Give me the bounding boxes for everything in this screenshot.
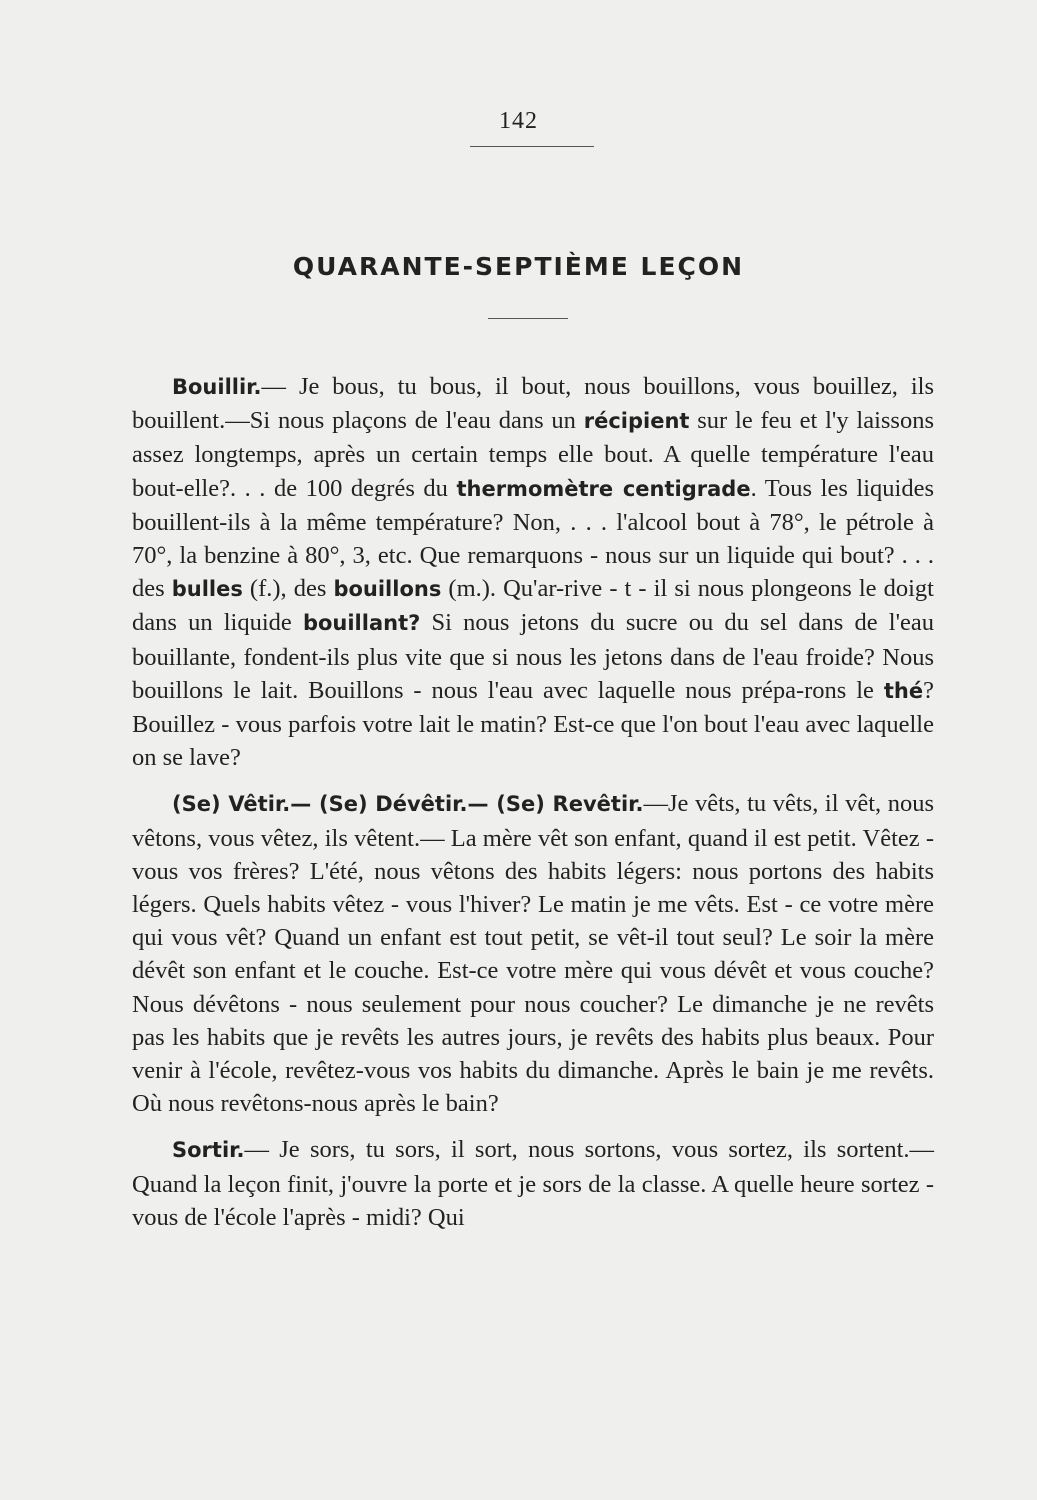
paragraph-sortir <box>132 1133 934 1234</box>
text-run: (f.), des <box>242 575 334 603</box>
text-run: . Tous les liquides bouillent-ils à la même température? Non, . . . l'alcool bout à 78°, le pétrole à 70°, la benzine à 80°, 3, etc. Que remarquons - nous sur un liquide qui bout? . . . des <box>132 474 934 603</box>
page-number: 142 <box>499 108 538 134</box>
vocabulary-term: récipient <box>583 409 690 434</box>
vocabulary-term: bulles <box>171 577 243 602</box>
title-rule <box>488 318 568 319</box>
text-run: Si nous jetons du sucre ou du sel dans de l'eau bouillante, fondent-ils plus vite que si nous les jetons dans de l'eau froide? Nous bouillons le lait. Bouillons - nous l'eau avec laquelle nous prépa-rons le <box>132 609 934 704</box>
text-run: sur le feu et l'y laissons assez longtemps, après un certain temps elle bout. A quelle température l'eau bout-elle?. . . de 100 degrés du <box>132 407 934 502</box>
text-run: — Je bous, tu bous, il bout, nous bouillons, vous bouillez, ils bouillent.—Si nous plaçons de l'eau dans un <box>132 373 934 435</box>
vocabulary-term: Sortir. <box>172 1138 245 1163</box>
text-run: —Je vêts, tu vêts, il vêt, nous vêtons, vous vêtez, ils vêtent.— La mère vêt son enfant, quand il est petit. Vêtez - vous vos frères? L'été, nous vêtons des habits légers: nous portons des habits légers. Quels habits vêtez - vous l'hiver? Le matin je me vêts. Est - ce votre mère qui vous vêt? Quand un enfant est tout petit, se vêt-il tout seul? Le soir la mère dévêt son enfant et le couche. Est-ce votre mère qui vous dévêt et vous couche? Nous dévêtons - nous seulement pour nous coucher? Le dimanche je ne revêts pas les habits que je revêts les autres jours, je revêts des habits plus beaux. Pour venir à l'école, revêtez-vous vos habits du dimanche. Après le bain je me revêts. Où nous revêtons-nous après le bain? <box>132 790 934 1118</box>
top-rule <box>470 146 594 147</box>
vocabulary-term: bouillons <box>333 577 442 602</box>
vocabulary-term: thé <box>883 678 924 703</box>
vocabulary-term: Bouillir. <box>172 375 262 399</box>
vocabulary-term: bouillant? <box>302 611 421 636</box>
vocabulary-term: (Se) Vêtir.— (Se) Dévêtir.— (Se) Revêtir. <box>172 792 644 817</box>
body-text <box>132 370 934 1234</box>
text-run: — Je sors, tu sors, il sort, nous sortons, vous sortez, ils sortent.—Quand la leçon finit, j'ouvre la porte et je sors de la classe. A quelle heure sortez - vous de l'école l'après - midi? Qui <box>132 1136 934 1231</box>
paragraph-vetir <box>132 787 934 1120</box>
vocabulary-term: thermomètre centigrade <box>456 476 751 501</box>
chapter-title: QUARANTE-SEPTIÈME LEÇON <box>292 252 745 281</box>
text-run: ? Bouillez - vous parfois votre lait le matin? Est-ce que l'on bout l'eau avec laquelle on se lave? <box>132 676 934 772</box>
text-run: (m.). Qu'ar-rive - t - il si nous plongeons le doigt dans un liquide <box>132 575 934 637</box>
paragraph-bouillir <box>132 370 934 774</box>
